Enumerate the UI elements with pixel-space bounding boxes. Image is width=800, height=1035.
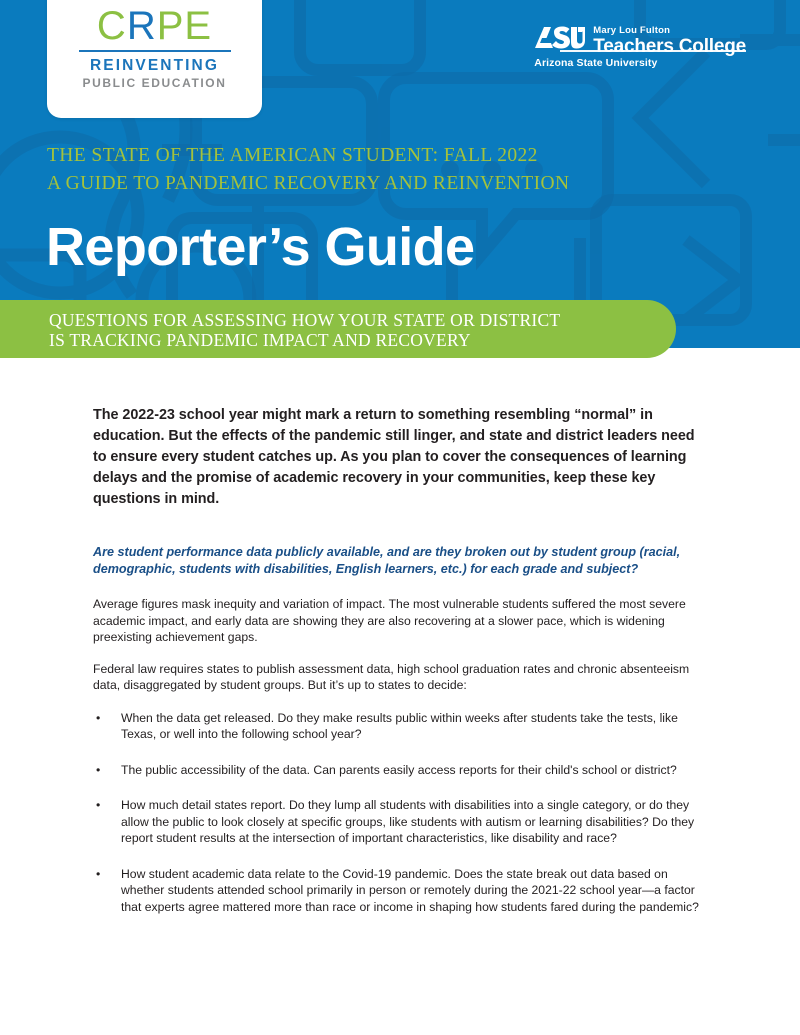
logo-tagline-public-education: PUBLIC EDUCATION [82,75,227,90]
bullet-marker-icon: • [96,866,101,881]
list-item [93,797,707,847]
crpe-letter-p: P [156,4,185,48]
crpe-letter-c: C [96,4,127,48]
asu-unit-name: Teachers College [593,35,746,57]
crpe-letter-e: E [184,4,213,48]
asu-unit-prefix: Mary Lou Fulton [593,25,671,36]
list-item [93,866,707,916]
document-body [93,405,707,934]
list-item [93,762,707,779]
bullet-marker-icon: • [96,762,101,777]
bullet-marker-icon: • [96,798,101,812]
list-item-text: The public accessibility of the data. Can parents easily access reports for their child's school or district? [121,762,677,777]
section-question-heading: Are student performance data publicly available, and are they broken out by student group (racial, demographic, students with disabilities, English learners, etc.) for each grade and subject? [93,545,681,576]
crpe-letter-r: R [126,4,157,48]
page-title: Reporter’s Guide [46,217,475,277]
asu-mark-icon [534,26,586,49]
banner-line-1: QUESTIONS FOR ASSESSING HOW YOUR STATE OR DISTRICT [49,310,561,330]
bullet-marker-icon: • [96,710,101,725]
subtitle-banner [0,300,676,358]
kicker-line-1: THE STATE OF THE AMERICAN STUDENT: FALL 2022 [47,145,538,166]
report-series-kicker [47,142,569,198]
body-paragraph-2: Federal law requires states to publish assessment data, high school graduation rates and chronic absenteeism data, disaggregated by student groups. But it’s up to states to decide: [93,661,690,692]
bullet-list [93,710,707,916]
list-item-text: When the data get released. Do they make results public within weeks after students take the tests, like Texas, or well into the following school year? [121,710,678,741]
asu-university-name: Arizona State University [534,57,658,69]
asu-logo-lockup [534,25,746,69]
subtitle-banner-text [49,310,560,350]
banner-line-2: IS TRACKING PANDEMIC IMPACT AND RECOVERY [49,330,471,350]
logo-divider-rule [79,50,231,52]
list-item-text: How much detail states report. Do they lump all students with disabilities into a single category, or do they allow the public to look closely at specific groups, like students with autism or learning disabilities? Do they report student results at the intersection of important characteristics, like disability and race? [121,798,695,845]
document-header [0,0,800,348]
crpe-wordmark [97,6,212,46]
kicker-line-2: A GUIDE TO PANDEMIC RECOVERY AND REINVENTION [47,173,570,194]
intro-paragraph: The 2022-23 school year might mark a return to something resembling “normal” in education. But the effects of the pandemic still linger, and state and district leaders need to ensure every student catches up. As you plan to cover the consequences of learning delays and the promise of academic recovery in your communities, keep these key questions in mind. [93,407,695,507]
list-item-text: How student academic data relate to the Covid-19 pandemic. Does the state break out data based on whether students attended school primarily in person or remotely during the 2021-22 school year—a factor that experts agree mattered more than race or income in shaping how students fared during the pandemic? [121,866,699,914]
crpe-logo-card [47,0,262,118]
list-item [93,710,707,743]
body-paragraph-1: Average figures mask inequity and variation of impact. The most vulnerable students suffered the most severe academic impact, and early data are showing they are also recovering at a slower pace, which is widening preexisting achievement gaps. [93,597,686,644]
logo-tagline-reinventing: REINVENTING [89,56,220,74]
